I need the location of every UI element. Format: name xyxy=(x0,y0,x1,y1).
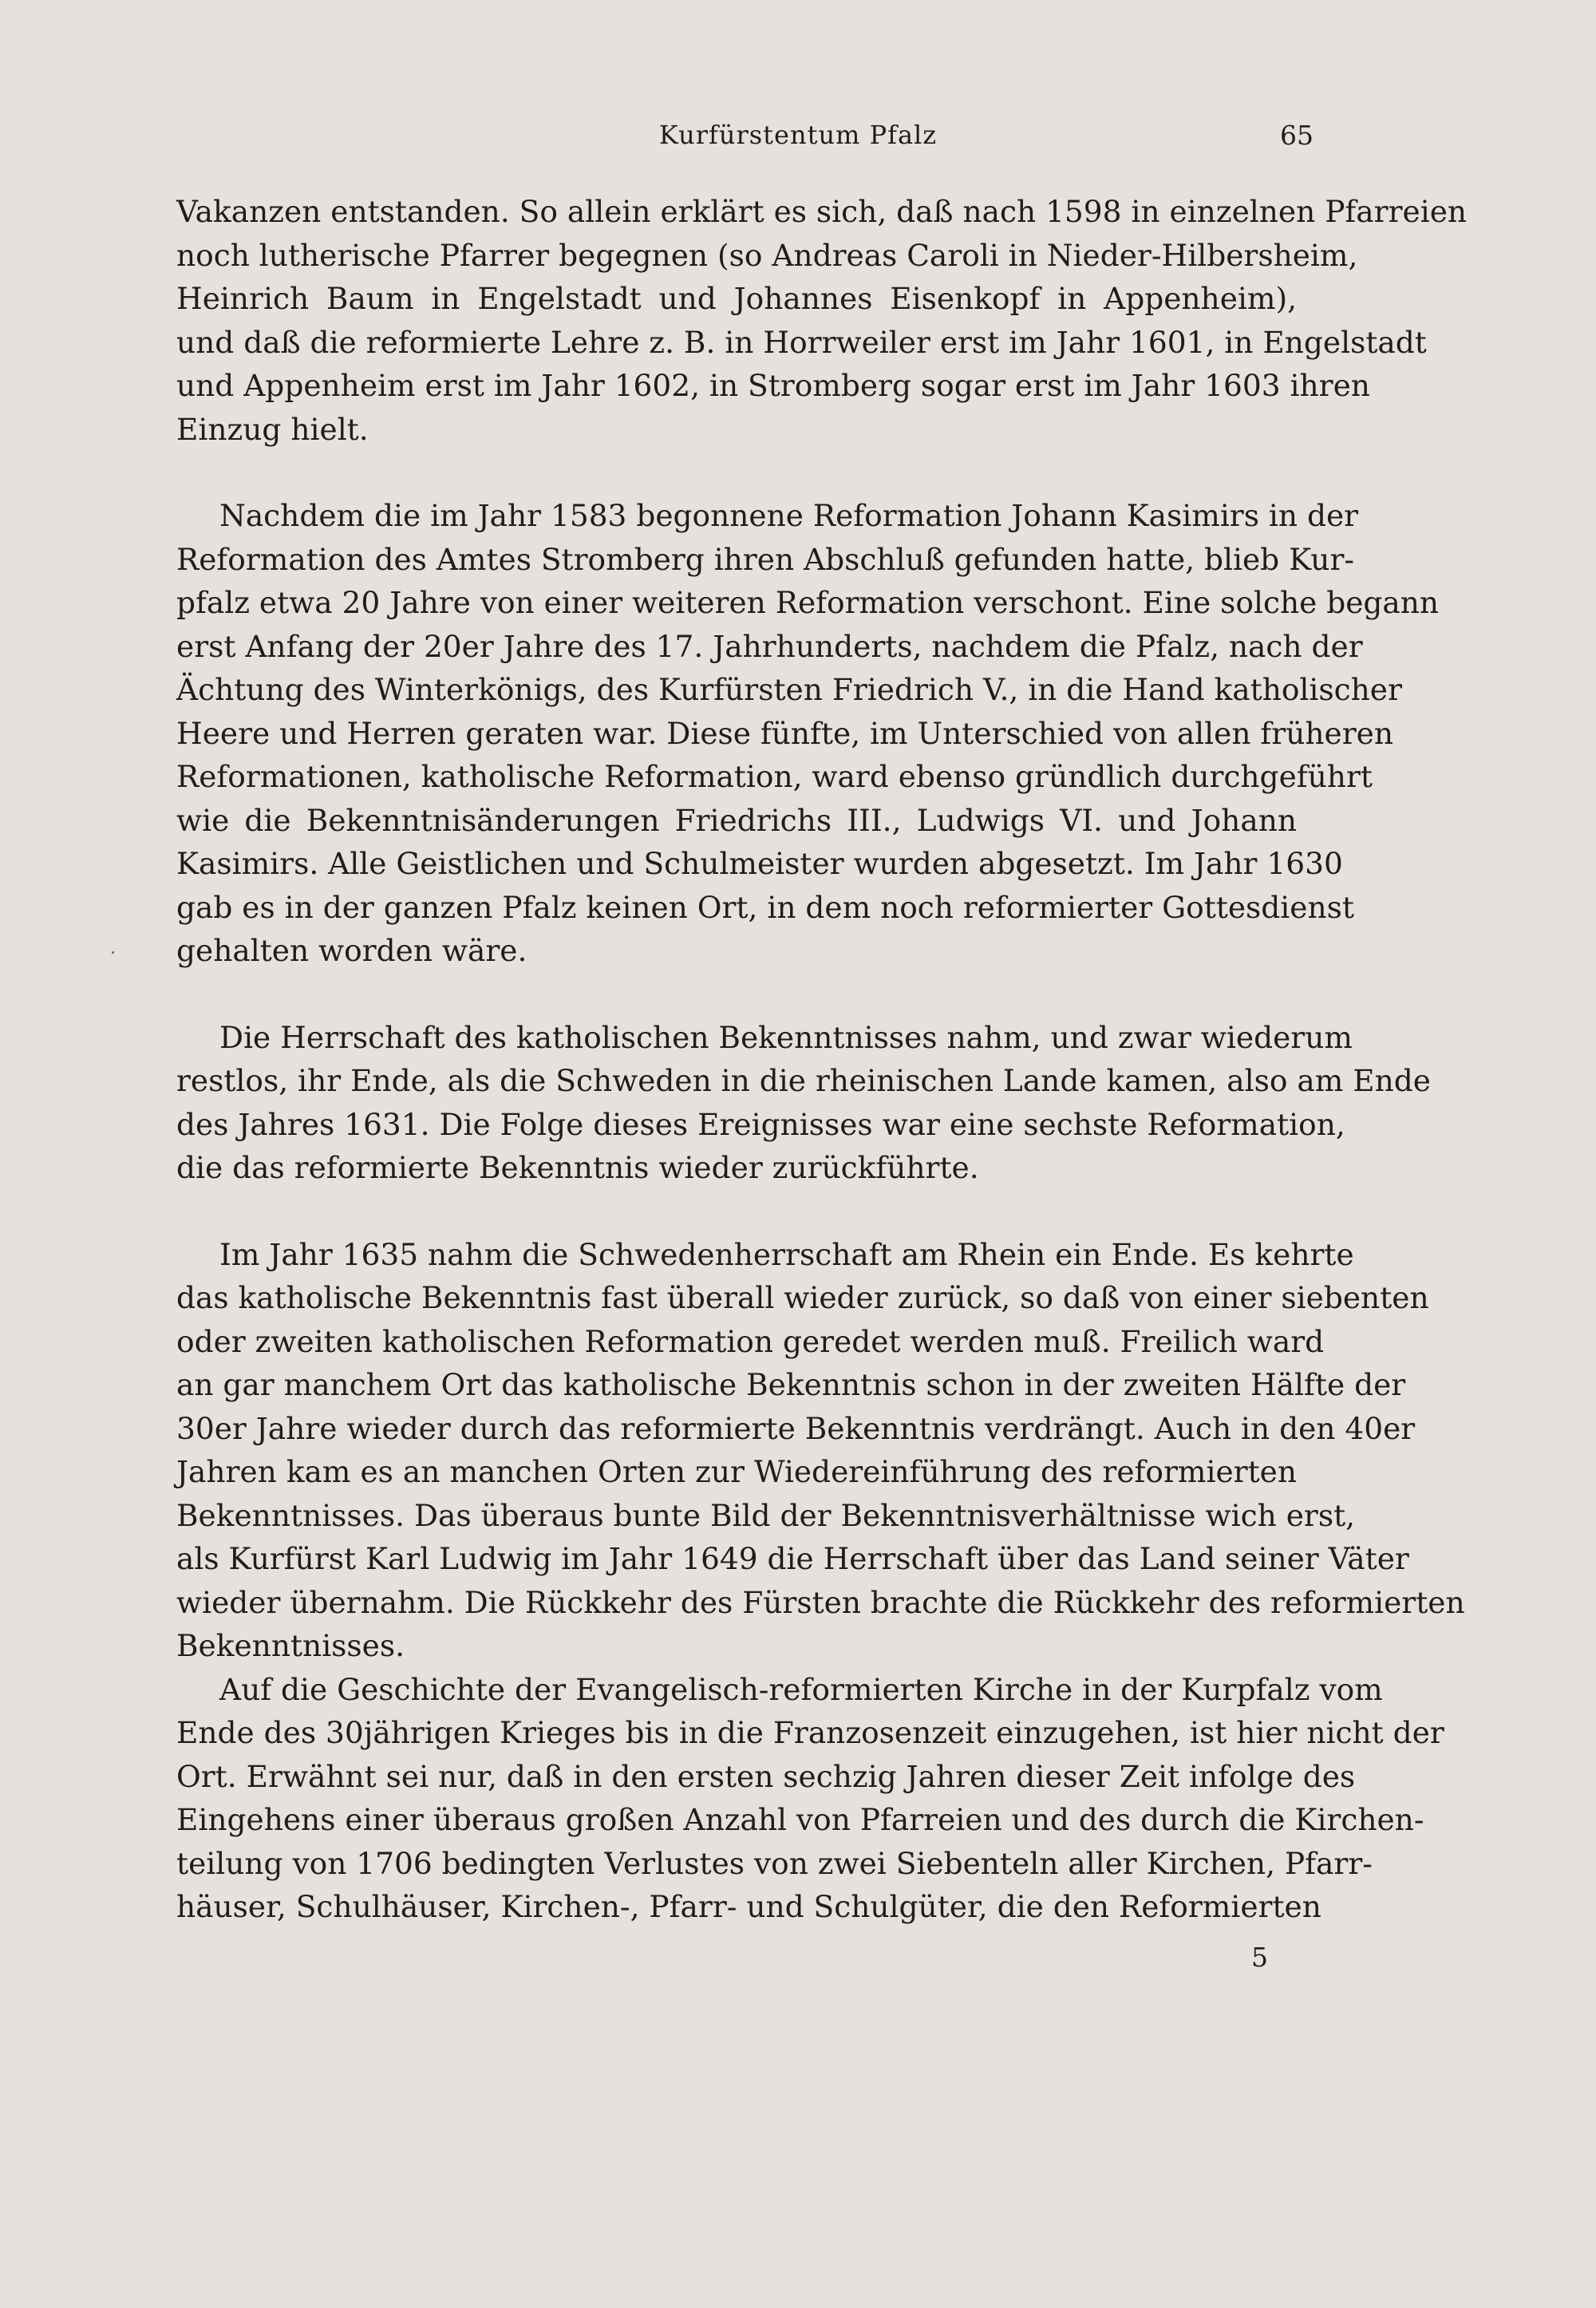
paragraph-gap xyxy=(176,451,1297,494)
text-line: restlos, ihr Ende, als die Schweden in die rheinischen Lande kamen, also am Ende xyxy=(176,1063,1431,1098)
text-line: Reformation des Amtes Stromberg ihren Abschluß gefunden hatte, blieb Kur- xyxy=(176,541,1355,577)
text-line: und Appenheim erst im Jahr 1602, in Stromberg sogar erst im Jahr 1603 ihren xyxy=(176,368,1370,403)
text-line: oder zweiten katholischen Reformation geredet werden muß. Freilich ward xyxy=(176,1323,1325,1359)
text-line: Einzug hielt. xyxy=(176,411,369,447)
text-line: als Kurfürst Karl Ludwig im Jahr 1649 die Herrschaft über das Land seiner Väter xyxy=(176,1541,1409,1576)
text-line: Vakanzen entstanden. So allein erklärt es sich, daß nach 1598 in einzelnen Pfarreien xyxy=(176,194,1468,229)
text-line: Jahren kam es an manchen Orten zur Wiedereinführung des reformierten xyxy=(176,1454,1297,1489)
text-line: Ächtung des Winterkönigs, des Kurfürsten Friedrich V., in die Hand katholischer xyxy=(176,672,1402,707)
text-line: wie die Bekenntnisänderungen Friedrichs III., Ludwigs VI. und Johann xyxy=(176,802,1297,838)
text-line: Ende des 30jährigen Krieges bis in die Franzosenzeit einzugehen, ist hier nicht der xyxy=(176,1715,1444,1750)
text-line: 30er Jahre wieder durch das reformierte Bekenntnis verdrängt. Auch in den 40er xyxy=(176,1410,1416,1446)
text-line: des Jahres 1631. Die Folge dieses Ereignisses war eine sechste Reformation, xyxy=(176,1106,1345,1142)
paragraph-gap xyxy=(176,1190,1297,1233)
body-text xyxy=(176,190,1468,1929)
text-line: die das reformierte Bekenntnis wieder zurückführte. xyxy=(176,1150,979,1185)
text-line: Heere und Herren geraten war. Diese fünfte, im Unterschied von allen früheren xyxy=(176,715,1393,751)
text-line: Im Jahr 1635 nahm die Schwedenherrschaft am Rhein ein Ende. Es kehrte xyxy=(219,1236,1354,1272)
signature-mark: 5 xyxy=(1251,1942,1268,1973)
paragraph-gap xyxy=(176,973,1297,1016)
text-line: Reformationen, katholische Reformation, ward ebenso gründlich durchgeführt xyxy=(176,759,1373,794)
text-line: das katholische Bekenntnis fast überall wieder zurück, so daß von einer siebenten xyxy=(176,1280,1429,1315)
text-line: Bekenntnisses. xyxy=(176,1628,405,1663)
text-line: Nachdem die im Jahr 1583 begonnene Reformation Johann Kasimirs in der xyxy=(219,498,1359,533)
text-line: gab es in der ganzen Pfalz keinen Ort, in dem noch reformierter Gottesdienst xyxy=(176,889,1354,925)
text-line: Heinrich Baum in Engelstadt und Johannes Eisenkopf in Appenheim), xyxy=(176,281,1297,316)
page-number: 65 xyxy=(1280,120,1314,151)
text-line: noch lutherische Pfarrer begegnen (so Andreas Caroli in Nieder-Hilbersheim, xyxy=(176,237,1358,273)
paragraph xyxy=(176,190,1468,451)
text-line: pfalz etwa 20 Jahre von einer weiteren Reformation verschont. Eine solche begann xyxy=(176,585,1440,620)
text-line: Eingehens einer überaus großen Anzahl von Pfarreien und des durch die Kirchen- xyxy=(176,1802,1424,1837)
text-line: an gar manchem Ort das katholische Bekenntnis schon in der zweiten Hälfte der xyxy=(176,1367,1406,1402)
paragraph xyxy=(176,1016,1431,1190)
text-line: Auf die Geschichte der Evangelisch-reformierten Kirche in der Kurpfalz vom xyxy=(219,1671,1383,1707)
paragraph xyxy=(176,494,1440,973)
text-line: und daß die reformierte Lehre z. B. in Horrweiler erst im Jahr 1601, in Engelstadt xyxy=(176,324,1427,360)
running-head-title: Kurfürstentum Pfalz xyxy=(658,120,938,150)
text-line: Ort. Erwähnt sei nur, daß in den ersten sechzig Jahren dieser Zeit infolge des xyxy=(176,1758,1356,1794)
paragraph xyxy=(176,1233,1465,1668)
text-line: teilung von 1706 bedingten Verlustes von zwei Siebenteln aller Kirchen, Pfarr- xyxy=(176,1845,1373,1881)
text-line: gehalten worden wäre. xyxy=(176,933,527,968)
paragraph xyxy=(176,1668,1444,1929)
text-line: häuser, Schulhäuser, Kirchen-, Pfarr- und Schulgüter, die den Reformierten xyxy=(176,1889,1321,1924)
text-line: Bekenntnisses. Das überaus bunte Bild der Bekenntnisverhältnisse wich erst, xyxy=(176,1497,1356,1533)
text-line: erst Anfang der 20er Jahre des 17. Jahrhunderts, nachdem die Pfalz, nach der xyxy=(176,628,1363,664)
text-line: Kasimirs. Alle Geistlichen und Schulmeister wurden abgesetzt. Im Jahr 1630 xyxy=(176,846,1343,881)
text-line: wieder übernahm. Die Rückkehr des Fürsten brachte die Rückkehr des reformierten xyxy=(176,1584,1465,1620)
paper-speck xyxy=(112,951,114,954)
text-line: Die Herrschaft des katholischen Bekenntnisses nahm, und zwar wiederum xyxy=(219,1019,1353,1055)
